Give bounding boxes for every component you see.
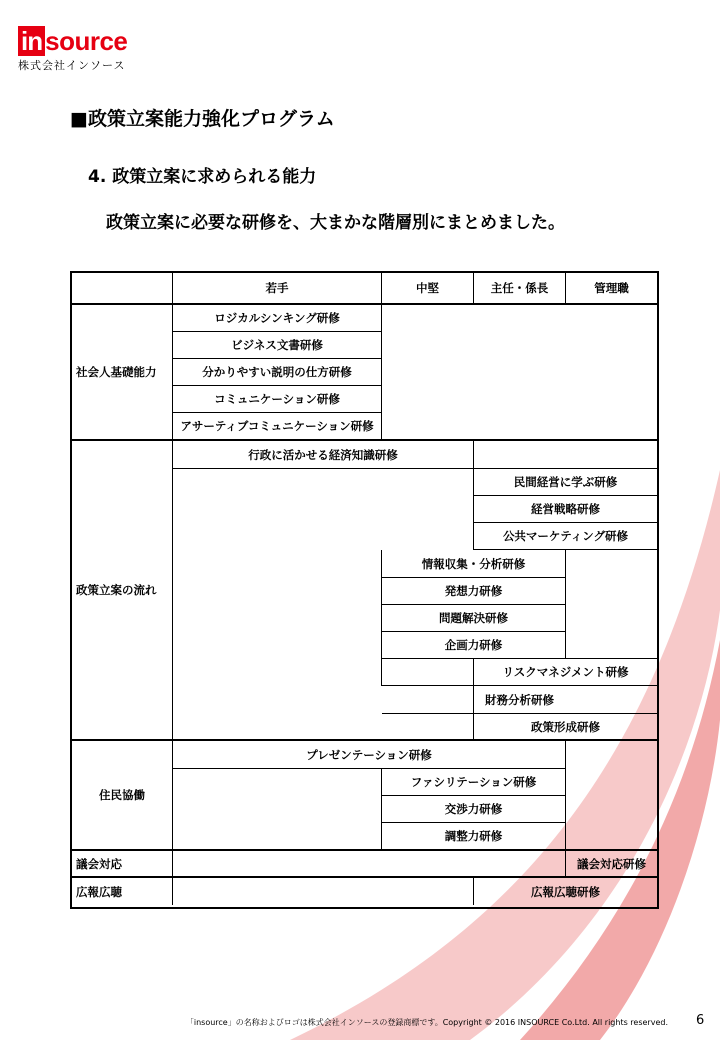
training-table xyxy=(70,271,659,909)
empty-policy-manager xyxy=(566,550,657,659)
page-number: 6 xyxy=(696,1013,705,1028)
category-citizen: 住民協働 xyxy=(72,741,173,851)
empty-policy-top xyxy=(474,441,657,469)
category-pr: 広報広聴 xyxy=(72,878,173,905)
empty-policy-left xyxy=(173,469,474,550)
course-negotiation: 交渉力研修 xyxy=(382,796,566,823)
course-explanation: 分かりやすい説明の仕方研修 xyxy=(173,359,382,386)
course-planning: 企画力研修 xyxy=(382,632,566,659)
course-risk-management: リスクマネジメント研修 xyxy=(474,659,657,686)
empty-citizen-manager xyxy=(566,741,657,851)
course-strategy: 経営戦略研修 xyxy=(474,496,657,523)
course-assertive: アサーティブコミュニケーション研修 xyxy=(173,413,382,441)
category-assembly: 議会対応 xyxy=(72,851,173,878)
course-ideation: 発想力研修 xyxy=(382,578,566,605)
course-economics: 行政に活かせる経済知識研修 xyxy=(173,441,474,469)
course-business-writing: ビジネス文書研修 xyxy=(173,332,382,359)
course-information: 情報収集・分析研修 xyxy=(382,550,566,578)
empty-policy-mid xyxy=(382,659,474,686)
header-manager: 管理職 xyxy=(566,273,657,305)
logo-in: in xyxy=(18,26,45,56)
header-chief: 主任・係長 xyxy=(474,273,566,305)
logo-source: source xyxy=(45,26,128,56)
course-coordination: 調整力研修 xyxy=(382,823,566,851)
intro-text: 政策立案に必要な研修を、大まかな階層別にまとめました。 xyxy=(106,213,565,233)
empty-assembly xyxy=(173,851,566,878)
empty-citizen-junior xyxy=(173,769,382,851)
course-financial-analysis: 財務分析研修 xyxy=(382,686,657,714)
empty-pr xyxy=(173,878,474,905)
course-policy-formation: 政策形成研修 xyxy=(474,714,657,741)
course-private-management: 民間経営に学ぶ研修 xyxy=(474,469,657,496)
course-presentation: プレゼンテーション研修 xyxy=(173,741,566,769)
course-facilitation: ファシリテーション研修 xyxy=(382,769,566,796)
corner-cell xyxy=(72,273,173,305)
course-marketing: 公共マーケティング研修 xyxy=(474,523,657,550)
category-basic: 社会人基礎能力 xyxy=(72,305,173,441)
page-title: ■政策立案能力強化プログラム xyxy=(70,108,335,130)
course-pr: 広報広聴研修 xyxy=(531,884,600,899)
course-problem-solving: 問題解決研修 xyxy=(382,605,566,632)
course-logical-thinking: ロジカルシンキング研修 xyxy=(173,305,382,332)
course-communication: コミュニケーション研修 xyxy=(173,386,382,413)
empty-policy-junior xyxy=(173,550,382,686)
logo-mark xyxy=(18,24,127,56)
course-assembly: 議会対応研修 xyxy=(566,851,657,878)
empty-basic xyxy=(382,305,657,441)
company-name: 株式会社インソース xyxy=(18,59,126,72)
section-heading: 4. 政策立案に求められる能力 xyxy=(88,167,317,187)
empty-policy-bottom xyxy=(173,686,474,741)
footer-copyright: 「insource」の名称およびロゴは株式会社インソースの登録商標です。Copyright © 2016 INSOURCE Co.Ltd. All rights reserved. xyxy=(185,1018,668,1027)
header-junior: 若手 xyxy=(173,273,382,305)
header-mid: 中堅 xyxy=(382,273,474,305)
category-policy: 政策立案の流れ xyxy=(72,441,173,741)
insource-logo xyxy=(18,24,127,73)
